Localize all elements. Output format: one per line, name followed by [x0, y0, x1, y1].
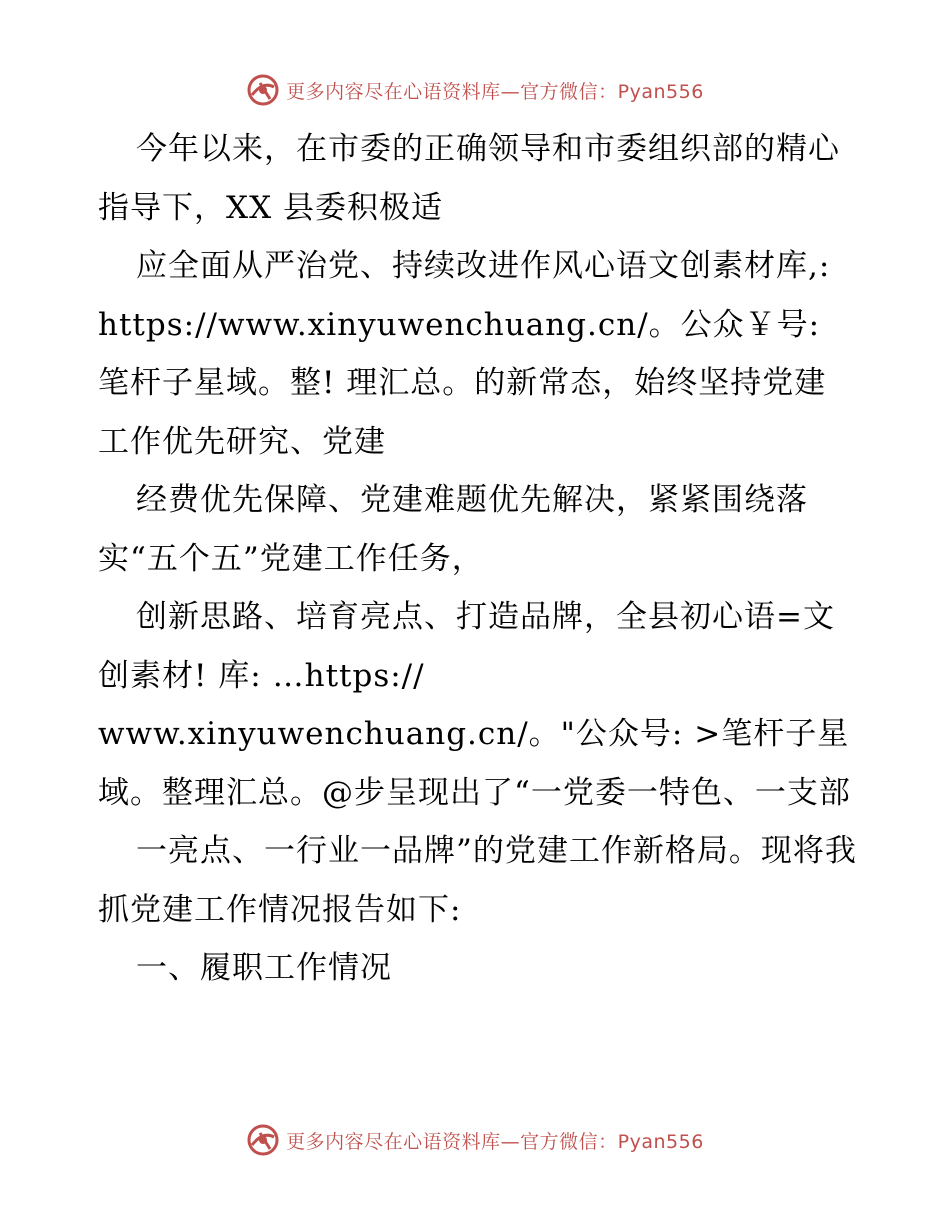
paragraph-5: www.xinyuwenchuang.cn/。"公众号: >笔杆子星域。整理汇总。@步呈现出了“一党委一特色、一支部: [98, 716, 851, 811]
paragraph-3: 经费优先保障、党建难题优先解决，紧紧围绕落实“五个五”党建工作任务，: [98, 482, 808, 577]
paragraph-1: 今年以来，在市委的正确领导和市委组织部的精心指导下，XX 县委积极适: [98, 131, 840, 226]
seal-logo-icon: [246, 73, 280, 107]
paragraph-2: 应全面从严治党、持续改进作风心语文创素材库,: https://www.xinyuwenchuang.cn/。公众￥号: 笔杆子星域。整! 理汇总。的新常态，始终坚持党建工作优先研究、党建: [98, 248, 842, 460]
footer-banner-text: 更多内容尽在心语资料库—官方微信：Pyan556: [286, 1130, 704, 1153]
section-heading: 一、履职工作情况: [136, 950, 392, 986]
document-body: [98, 120, 858, 998]
seal-logo-icon: [246, 1123, 280, 1157]
paragraph-4: 创新思路、培育亮点、打造品牌，全县初心语=文创素材! 库: …https://: [98, 599, 835, 694]
footer-banner: [0, 1120, 950, 1160]
header-banner-text: 更多内容尽在心语资料库—官方微信：Pyan556: [286, 80, 704, 103]
paragraph-6: 一亮点、一行业一品牌”的党建工作新格局。现将我抓党建工作情况报告如下:: [98, 833, 857, 928]
header-banner: [0, 70, 950, 110]
